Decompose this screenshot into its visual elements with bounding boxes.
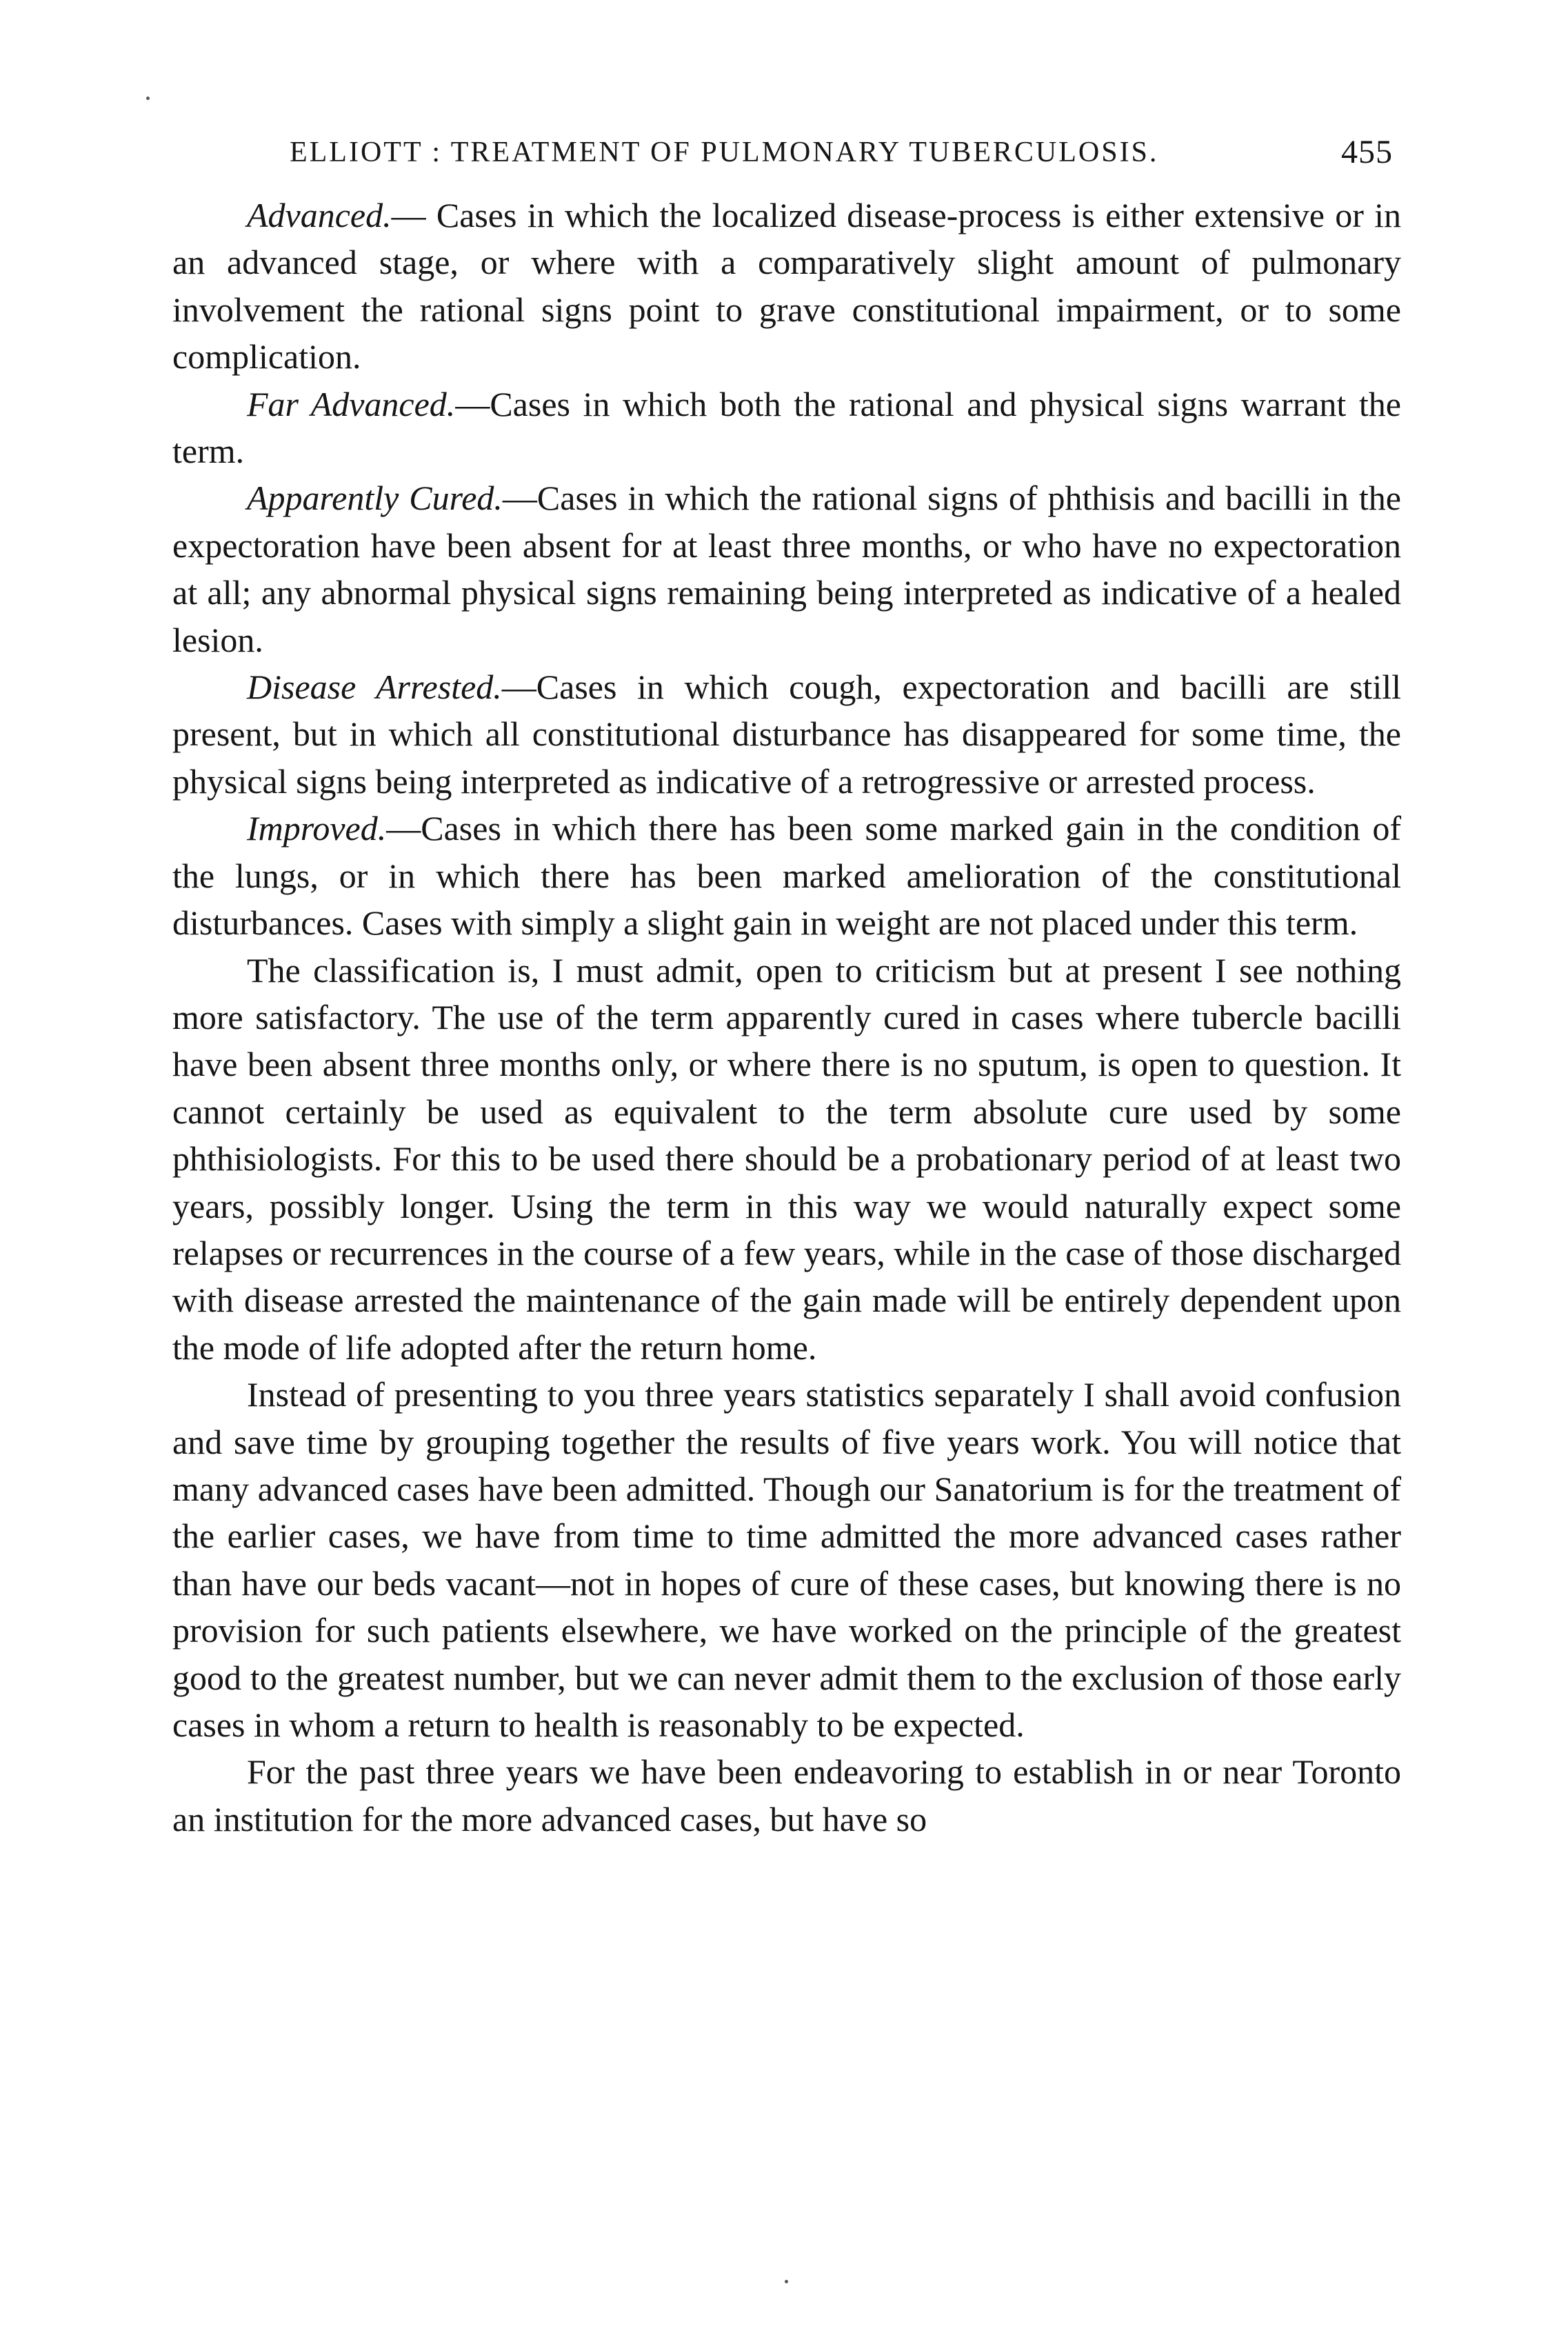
paragraph-text: —Cases in which cough, expectoration and bacilli are still present, but in which all constitutional disturbance has disappeared for some time, the physical signs being interpreted as indicative of a retrogressive or arrested process. [172,668,1401,801]
paragraph-statistics [172,1371,1401,1748]
paragraph-disease-arrested [172,663,1401,805]
scan-speck [785,2280,788,2283]
paragraph-advanced [172,192,1401,381]
paragraph-institution [172,1748,1401,1843]
paragraph-far-advanced [172,381,1401,475]
paragraph-term: Disease Arrested. [247,668,502,707]
paragraph-improved [172,805,1401,946]
paragraph-text: For the past three years we have been endeavoring to establish in or near Toronto an institution for the more advanced cases, but have so [172,1752,1401,1839]
paragraph-term: Advanced. [247,196,392,234]
paragraph-text: The classification is, I must admit, open to criticism but at present I see nothing more satisfactory. The use of the term apparently cured in cases where tubercle bacilli have been absent three months only, or where there is no sputum, is open to question. It cannot certainly be used as equivalent to the term absolute cure used by some phthisiologists. For this to be used there should be a probationary period of at least two years, possibly longer. Using the term in this way we would naturally expect some relapses or recurrences in the course of a few years, while in the case of those discharged with disease arrested the maintenance of the gain made will be entirely dependent upon the mode of life adopted after the return home. [172,950,1401,1367]
paragraph-term: Far Advanced. [247,384,456,423]
paragraph-term: Improved. [247,809,387,848]
paragraph-term: Apparently Cured. [247,479,503,518]
page-number: 455 [1341,134,1393,170]
paragraph-text: Instead of presenting to you three years statistics separately I shall avoid confusion and save time by grouping together the results of five years work. You will notice that many advanced cases have been admitted. Though our Sanatorium is for the treatment of the earlier cases, we have from time to time admitted the more advanced cases rather than have our beds vacant—not in hopes of cure of these cases, but knowing there is no provision for such patients elsewhere, we have worked on the principle of the greatest good to the greatest number, but we can never admit them to the exclusion of those early cases in whom a return to health is reasonably to be expected. [172,1375,1401,1744]
paragraph-text: —Cases in which there has been some marked gain in the condition of the lungs, or in which there has been marked amelioration of the constitutional disturbances. Cases with simply a slight gain in weight are not placed under this term. [172,809,1401,943]
paragraph-apparently-cured [172,474,1401,663]
running-head-title: ELLIOTT : TREATMENT OF PULMONARY TUBERCULOSIS. [290,137,1159,168]
paragraph-text: —Cases in which the rational signs of phthisis and bacilli in the expectoration have been absent for at least three months, or who have no expectoration at all; any abnormal physical signs remaining being interpreted as indicative of a healed lesion. [172,479,1401,659]
body-text [172,192,1401,1843]
paragraph-text: — Cases in which the localized disease-process is either extensive or in an advanced stage, or where with a comparatively slight amount of pulmonary involvement the rational signs point to grave constitutional impairment, or to some complication. [172,196,1401,377]
paragraph-text: —Cases in which both the rational and physical signs warrant the term. [172,384,1401,471]
running-head [290,128,1393,177]
scan-speck [146,97,150,100]
paragraph-classification [172,947,1401,1372]
